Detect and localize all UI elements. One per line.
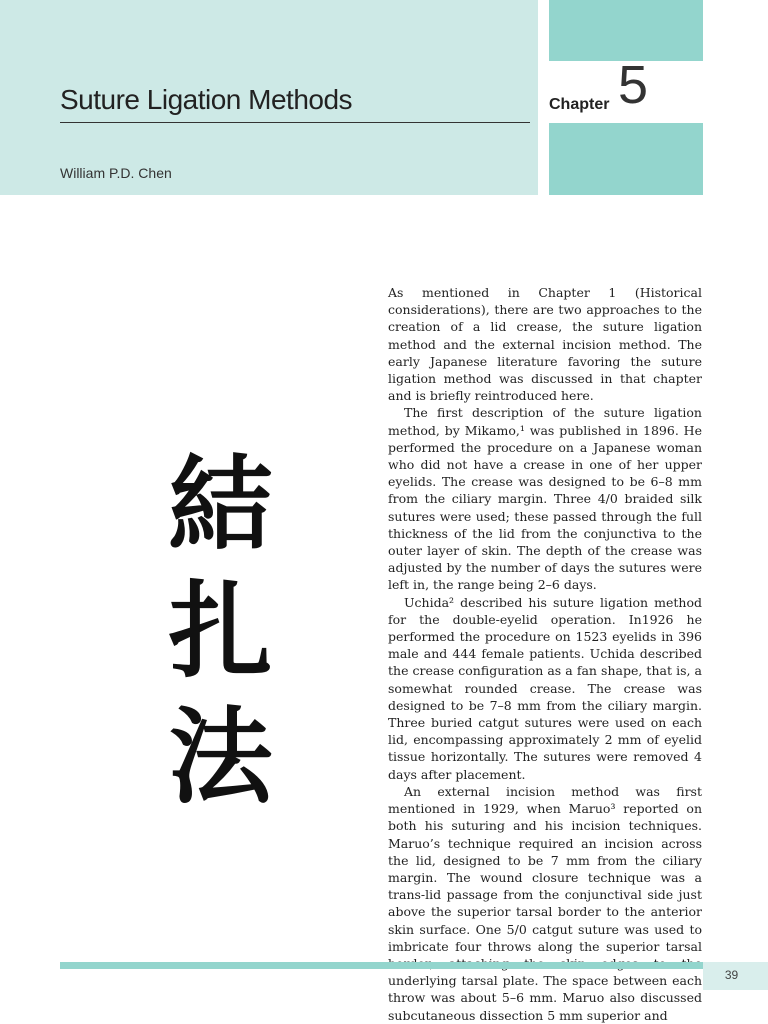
kanji-character: 結 <box>168 443 273 566</box>
calligraphy-kanji <box>158 442 283 820</box>
author-name: William P.D. Chen <box>60 165 172 181</box>
title-underline <box>60 122 530 123</box>
body-text <box>388 284 702 1024</box>
chapter-number: 5 <box>618 55 649 115</box>
paragraph: Uchida² described his suture ligation method for the double-eyelid operation. In1926 he performed the procedure on 1523 eyelids in 396 male and 444 female patients. Uchida described the crease configuration as a fan shape, that is, a somewhat rounded crease. The crease was designed to be 7–8 mm from the ciliary margin. Three buried catgut sutures were used on each lid, encompassing approximately 2 mm of eyelid tissue horizontally. The sutures were removed 4 days after placement. <box>388 594 702 782</box>
page-number: 39 <box>724 968 739 982</box>
paragraph: An external incision method was first mentioned in 1929, when Maruo³ reported on both his suturing and his incision techniques. Maruo’s technique required an incision across the lid, designed to be 7 mm from the ciliary margin. The wound closure technique was a trans-lid passage from the conjunctival side just above the superior tarsal border to the anterior skin surface. One 5/0 catgut suture was used to imbricate four throws along the superior tarsal underlying tarsal plate. The space between each throw was about 5–6 mm. Maruo also discussed subcutaneous dissection 5 mm superior and <box>388 783 702 1023</box>
kanji-character: 扎 <box>168 569 273 692</box>
paragraph: As mentioned in Chapter 1 (Historical considerations), there are two approaches to the creation of a lid crease, the suture ligation method and the external incision method. The early Japanese literature favoring the suture ligation method was discussed in that chapter and is briefly reintroduced here. <box>388 285 702 404</box>
chapter-block-top <box>549 0 703 61</box>
paragraph: The first description of the suture ligation method, by Mikamo,¹ was published in 1896. He performed the procedure on a Japanese woman who did not have a crease in one of her upper eyelids. The crease was designed to be 6–8 mm from the ciliary margin. Three 4/0 braided silk sutures were used; these passed through the full thickness of the lid from the conjunctiva to the outer layer of skin. The depth of the crease was adjusted by the number of days the sutures were left in, the range being 2–6 days. <box>388 405 702 593</box>
chapter-block-bottom <box>549 123 703 195</box>
footer-rule <box>60 962 703 969</box>
kanji-character: 法 <box>168 695 273 818</box>
chapter-title: Suture Ligation Methods <box>60 84 353 115</box>
chapter-label: Chapter <box>549 96 610 113</box>
